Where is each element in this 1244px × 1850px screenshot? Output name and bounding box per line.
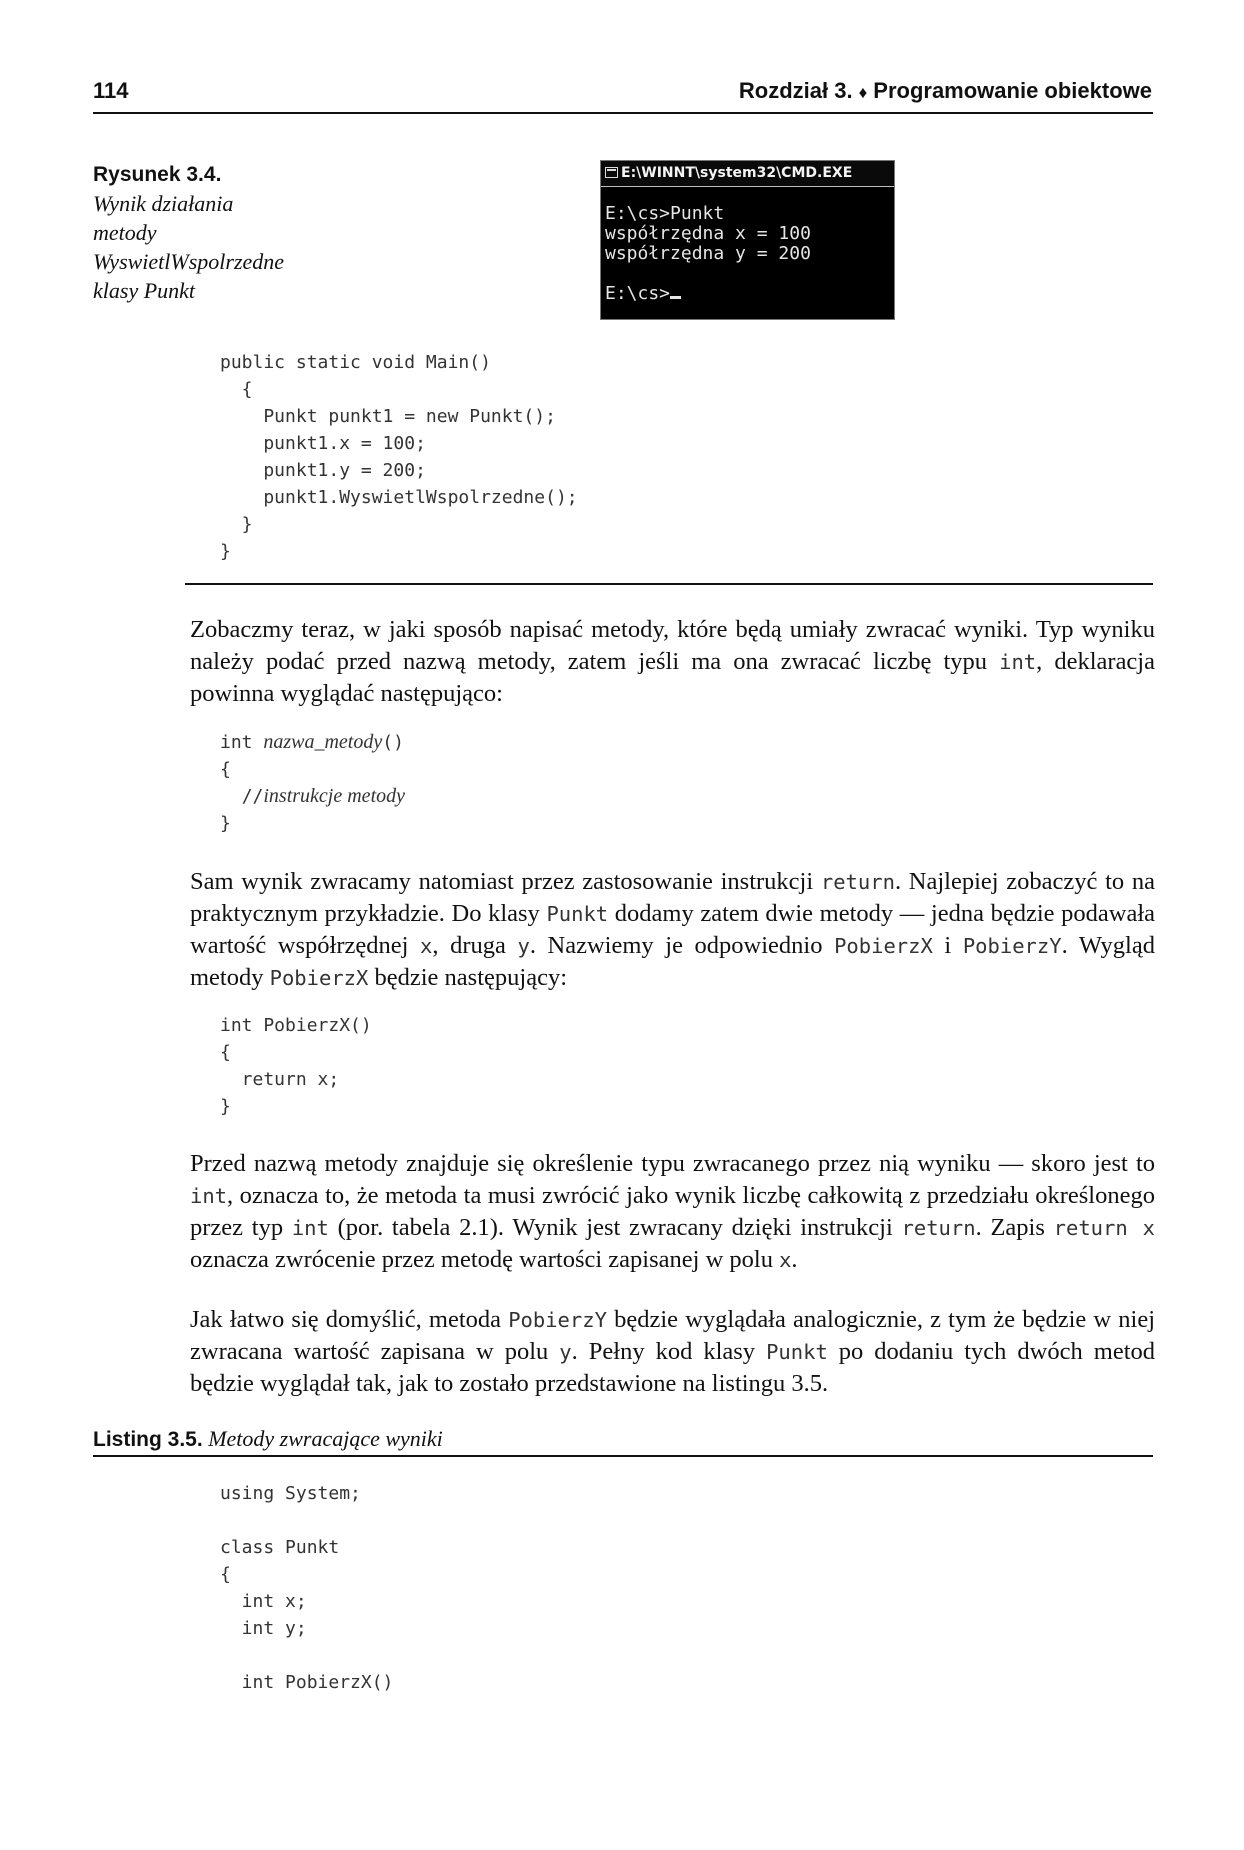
paragraph [190, 1148, 1155, 1276]
console-window-screenshot [600, 160, 895, 320]
text-run: (por. tabela 2.1). Wynik jest zwracany dzięki instrukcji [328, 1214, 902, 1241]
text-run: i [932, 932, 963, 959]
code-block-pobierzx: int PobierzX() { return x; } [220, 1015, 372, 1117]
text-run: . Wygląd metody [190, 932, 1155, 991]
figure-caption-line: Wynik działania [93, 191, 234, 216]
console-titlebar [601, 161, 894, 187]
inline-code: return [901, 1216, 976, 1240]
console-output [601, 187, 894, 304]
text-run: Jak łatwo się domyślić, metoda [190, 1306, 509, 1333]
console-prompt-line [605, 284, 890, 304]
inline-code: y [559, 1340, 572, 1364]
text-run: Sam wynik zwracamy natomiast przez zastosowanie instrukcji [190, 868, 821, 895]
code-line: } [220, 813, 231, 834]
console-line [605, 264, 890, 284]
text-run: będzie następujący: [368, 964, 568, 991]
paragraph [190, 614, 1155, 710]
code-parens: () [382, 732, 404, 753]
console-title: E:\WINNT\system32\CMD.EXE [621, 165, 853, 181]
text-run: . Pełny kod klasy [571, 1338, 767, 1365]
code-block-main: public static void Main() { Punkt punkt1 = new Punkt(); punkt1.x = 100; punkt1.y = 200; punkt1.WyswietlWspolrzedne(); } } [220, 352, 578, 562]
inline-code: PobierzY [962, 934, 1062, 958]
inline-code: PobierzY [508, 1308, 607, 1332]
figure-caption-line: metody [93, 220, 157, 245]
code-comment-slashes: // [241, 786, 264, 807]
text-run: . [791, 1246, 798, 1273]
console-line: E:\cs>Punkt [605, 203, 725, 224]
paragraph [190, 866, 1155, 994]
inline-code: PobierzX [269, 966, 369, 990]
figure-label: Rysunek 3.4. [93, 163, 222, 186]
listing-rule [93, 1455, 1153, 1457]
text-run: po dodaniu tych dwóch metod będzie wyglądał tak, jak to zostało przedstawione na listingu 3.5. [190, 1338, 1155, 1397]
console-window-icon [605, 167, 618, 178]
text-run: , oznacza to, że metoda ta musi zwrócić jako wynik liczbę całkowitą z przedziału określonego przez typ [190, 1182, 1155, 1241]
figure-caption [93, 160, 353, 305]
code-line [220, 729, 405, 756]
figure-caption-line: WyswietlWspolrzedne [93, 249, 285, 274]
inline-code: return [820, 870, 895, 894]
chapter-title: Programowanie obiektowe [873, 78, 1152, 103]
listing-label: Listing 3.5. [93, 1428, 203, 1451]
code-keyword: int [220, 732, 253, 753]
inline-code: Punkt [766, 1340, 828, 1364]
paragraph [190, 1304, 1155, 1400]
text-run: , druga [432, 932, 518, 959]
header-rule [93, 112, 1153, 114]
code-block-listing: using System; class Punkt { int x; int y; int PobierzX() [220, 1483, 394, 1693]
code-line [220, 783, 405, 810]
text-run: , deklaracja powinna wyglądać następująco: [190, 648, 1155, 707]
inline-code: x [779, 1248, 792, 1272]
text-run: . Zapis [975, 1214, 1054, 1241]
inline-code: int [999, 650, 1037, 674]
inline-code: x [420, 934, 433, 958]
code-end-rule [185, 583, 1153, 585]
code-method-name: nazwa_metody [263, 731, 383, 753]
console-line: współrzędna y = 200 [605, 243, 811, 264]
cursor-icon [670, 296, 681, 299]
inline-code: y [517, 934, 530, 958]
listing-title: Metody zwracające wyniki [208, 1426, 443, 1451]
inline-code: Punkt [546, 902, 609, 926]
text-run: . Najlepiej zobaczyć to na praktycznym przykładzie. Do klasy [190, 868, 1155, 927]
inline-code: PobierzX [834, 934, 933, 958]
inline-code: return x [1053, 1216, 1155, 1240]
text-run: Zobaczmy teraz, w jaki sposób napisać metody, które będą umiały zwracać wyniki. Typ wyniku należy podać przed nazwą metody, zatem jeśli ma ona zwracać liczbę typu [190, 616, 1155, 675]
chapter-number: Rozdział 3. [738, 78, 853, 103]
figure-caption-line: klasy Punkt [93, 278, 196, 303]
inline-code: int [291, 1216, 329, 1240]
code-comment: instrukcje metody [263, 785, 405, 807]
console-prompt: E:\cs> [605, 283, 671, 304]
page-number: 114 [93, 78, 129, 103]
inline-code: int [190, 1184, 228, 1208]
text-run: dodamy zatem dwie metody — jedna będzie podawała wartość współrzędnej [190, 900, 1156, 959]
console-line: współrzędna x = 100 [605, 223, 811, 244]
code-block-declaration [220, 729, 405, 837]
diamond-separator-icon: ♦ [858, 83, 868, 102]
running-header [739, 78, 1152, 104]
text-run: . Nazwiemy je odpowiednio [529, 932, 835, 959]
listing-caption [93, 1426, 443, 1452]
text-run: będzie wyglądała analogicznie, z tym że będzie w niej zwracana wartość zapisana w polu [190, 1306, 1156, 1365]
text-run: oznacza zwrócenie przez metodę wartości zapisanej w polu [190, 1246, 780, 1273]
code-line: { [220, 759, 231, 780]
text-run: Przed nazwą metody znajduje się określenie typu zwracanego przez nią wyniku — skoro jest to [190, 1150, 1155, 1177]
